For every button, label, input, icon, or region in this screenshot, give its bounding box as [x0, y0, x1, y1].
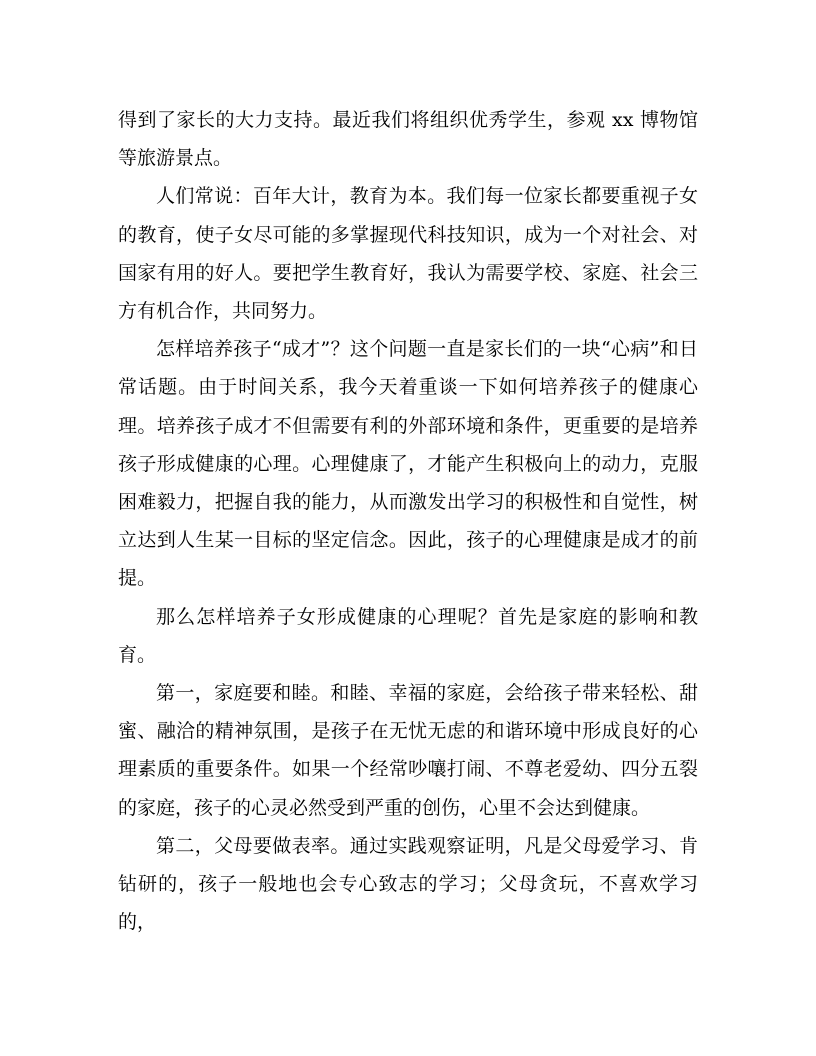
paragraph-3: 怎样培养孩子“成才”？这个问题一直是家长们的一块“心病”和日常话题。由于时间关系，我今天着重谈一下如何培养孩子的健康心理。培养孩子成才不但需要有利的外部环境和条件，更重要的是培养孩子形成健康的心理。心理健康了，才能产生积极向上的动力，克服困难毅力，把握自我的能力，从而激发出学习的积极性和自觉性，树立达到人生某一目标的坚定信念。因此，孩子的心理健康是成才的前提。 — [118, 338, 698, 590]
paragraph-5: 第一，家庭要和睦。和睦、幸福的家庭，会给孩子带来轻松、甜蜜、融洽的精神氛围，是孩子在无忧无虑的和谐环境中形成良好的心理素质的重要条件。如果一个经常吵嚷打闹、不尊老爱幼、四分五裂的家庭，孩子的心灵必然受到严重的创伤，心里不会达到健康。 — [118, 682, 698, 819]
document-body — [118, 101, 698, 941]
paragraph-4: 那么怎样培养子女形成健康的心理呢？首先是家庭的影响和教育。 — [118, 605, 698, 666]
paragraph-6: 第二，父母要做表率。通过实践观察证明，凡是父母爱学习、肯钻研的，孩子一般地也会专心致志的学习；父母贪玩，不喜欢学习的， — [118, 834, 698, 934]
paragraph-2: 人们常说：百年大计，教育为本。我们每一位家长都要重视子女的教育，使子女尽可能的多掌握现代科技知识，成为一个对社会、对国家有用的好人。要把学生教育好，我认为需要学校、家庭、社会三方有机合作，共同努力。 — [118, 185, 698, 323]
paragraph-1: 得到了家长的大力支持。最近我们将组织优秀学生，参观 xx 博物馆等旅游景点。 — [118, 109, 698, 170]
